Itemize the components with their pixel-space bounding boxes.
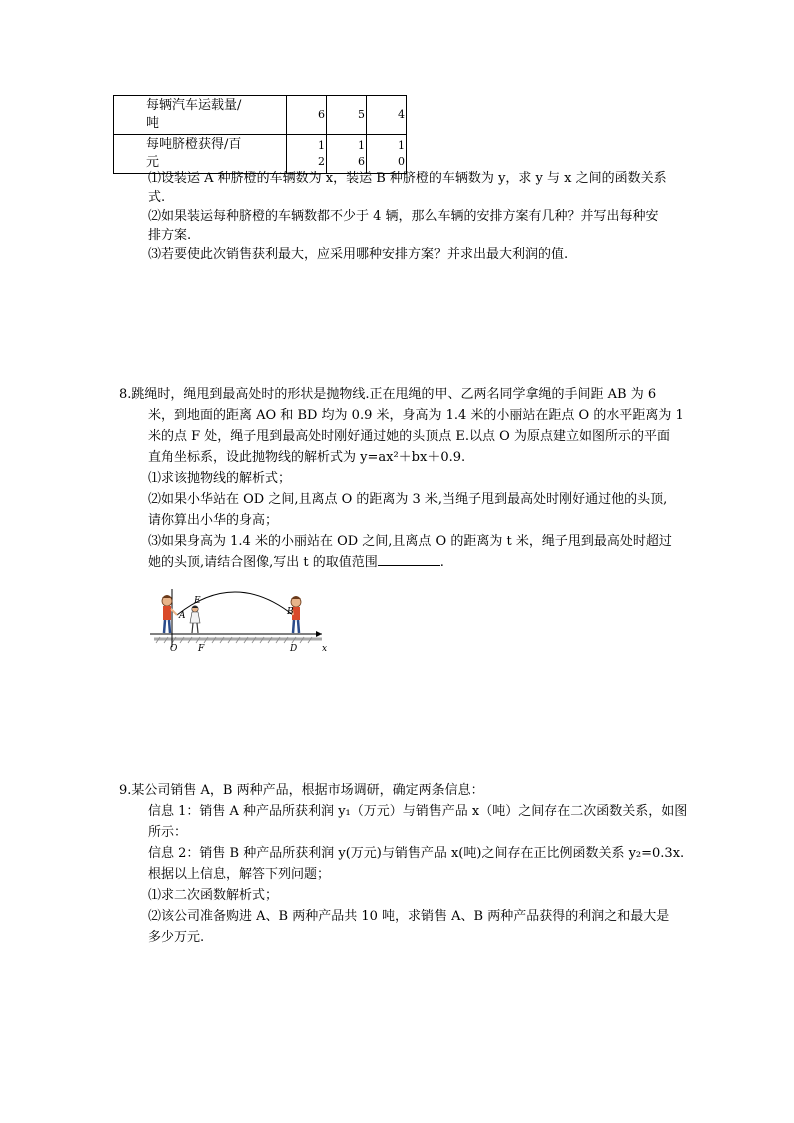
digit: 0 (398, 155, 405, 168)
label-line: 吨 (146, 116, 160, 131)
table-cell (327, 135, 367, 174)
jump-rope-figure (150, 585, 335, 653)
digit: 2 (318, 155, 325, 168)
q8-sub3-line1: ⑶如果身高为 1.4 米的小丽站在 OD 之间,且离点 O 的距离为 t 米，绳子甩到最高处时超过 (148, 534, 672, 549)
person-a-icon (162, 595, 177, 633)
label-e: E (194, 596, 201, 606)
data-table (113, 95, 407, 174)
label-line: 每吨脐橙获得/百 (146, 137, 242, 152)
q9-info1-line2: 所示： (148, 825, 188, 840)
q7-part1-line1: ⑴设装运 A 种脐橙的车辆数为 x，装运 B 种脐橙的车辆数为 y，求 y 与 x 之间的函数关系 (148, 171, 667, 186)
q9-ask: 根据以上信息，解答下列问题； (148, 867, 331, 882)
label-b: B (287, 607, 294, 617)
q8-line3: 米的点 F 处，绳子甩到最高处时刚好通过她的头顶点 E.以点 O 为原点建立如图所示的平面 (148, 429, 670, 444)
table-cell (367, 135, 407, 174)
q8-line1: 8.跳绳时，绳甩到最高处时的形状是抛物线.正在甩绳的甲、乙两名同学拿绳的手间距 AB 为 6 (119, 387, 657, 402)
q9-info1-line1: 信息 1：销售 A 种产品所获利润 y₁（万元）与销售产品 x（吨）之间存在二次函数关系，如图 (148, 804, 688, 819)
table-row (114, 96, 407, 135)
answer-blank[interactable] (378, 553, 440, 566)
label-x: x (322, 644, 328, 653)
q7-part2-line1: ⑵如果装运每种脐橙的车辆数都不少于 4 辆，那么车辆的安排方案有几种？并写出每种安 (148, 209, 659, 224)
q8-sub2-line1: ⑵如果小华站在 OD 之间,且离点 O 的距离为 3 米,当绳子甩到最高处时刚好通过他的头顶, (148, 492, 668, 507)
label-f: F (198, 644, 205, 653)
label-line: 每辆汽车运载量/ (146, 98, 242, 113)
x-axis-arrow (316, 631, 322, 637)
label-a: A (179, 611, 186, 621)
q9-sub2-line2: 多少万元. (148, 930, 205, 945)
q8-line4: 直角坐标系，设此抛物线的解析式为 y=ax²＋bx＋0.9. (148, 450, 466, 465)
label-line: 元 (146, 155, 160, 170)
digit: 1 (398, 139, 405, 152)
ground-hatch (154, 637, 322, 643)
q8-sub3-period: . (439, 555, 444, 570)
digit: 1 (358, 139, 365, 152)
label-d: D (290, 644, 298, 653)
q8-sub1: ⑴求该抛物线的解析式； (148, 471, 292, 486)
q8-sub3-text: 她的头顶,请结合图像,写出 t 的取值范围 (148, 555, 378, 570)
digit: 6 (358, 155, 365, 168)
q9-sub1: ⑴求二次函数解析式； (148, 888, 279, 903)
table-cell (287, 135, 327, 174)
table-row-label (114, 135, 287, 174)
q9-line1: 9.某公司销售 A，B 两种产品，根据市场调研，确定两条信息： (119, 783, 484, 798)
q7-part3: ⑶若要使此次销售获利最大，应采用哪种安排方案？并求出最大利润的值. (148, 247, 569, 262)
table-row-label (114, 96, 287, 135)
table-cell: 5 (327, 96, 367, 135)
q8-sub3-line2 (148, 553, 444, 572)
q9-sub2-line1: ⑵该公司准备购进 A、B 两种产品共 10 吨，求销售 A、B 两种产品获得的利润之和最大是 (148, 909, 670, 924)
q7-part2-line2: 排方案. (148, 228, 192, 243)
table-cell: 4 (367, 96, 407, 135)
label-o: O (170, 644, 178, 653)
q9-info2: 信息 2：销售 B 种产品所获利润 y(万元)与销售产品 x(吨)之间存在正比例函数关系 y₂=0.3x. (148, 846, 685, 861)
digit: 1 (318, 139, 325, 152)
q7-part1-line2: 式. (148, 190, 166, 205)
table-row (114, 135, 407, 174)
girl-xiaoli-icon (190, 606, 200, 633)
q8-line2: 米，到地面的距离 AO 和 BD 均为 0.9 米，身高为 1.4 米的小丽站在距点 O 的水平距离为 1 (148, 408, 684, 423)
table-cell: 6 (287, 96, 327, 135)
q8-sub2-line2: 请你算出小华的身高； (148, 513, 279, 528)
